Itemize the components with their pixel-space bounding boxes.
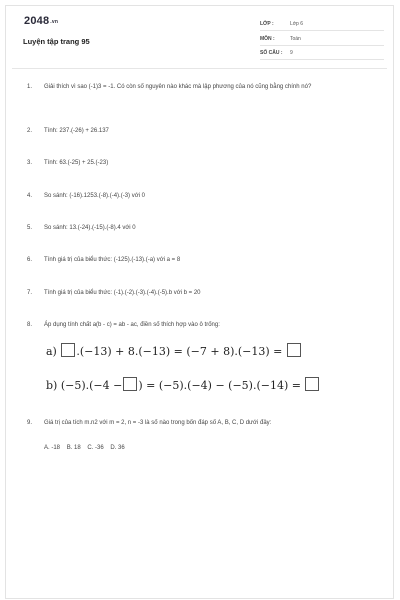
meta-count-label: SỐ CÂU : <box>260 50 283 56</box>
question-number: 8. <box>27 322 33 328</box>
logo-text: 2048 <box>24 15 50 27</box>
option-d[interactable]: D. 36 <box>110 445 125 451</box>
equation-b-start: (−5).(−4 − <box>60 379 123 392</box>
question-text: Tính giá trị của biểu thức: (-125).(-13).(-a) với a = 8 <box>44 257 181 263</box>
answer-options <box>44 445 130 451</box>
question-text: So sánh: (-16).1253.(-8).(-4).(-3) với 0 <box>44 193 145 199</box>
option-b[interactable]: B. 18 <box>66 445 81 451</box>
question-text: Tính: 63.(-25) + 25.(-23) <box>44 160 109 166</box>
question-number: 9. <box>27 420 33 426</box>
equation-b-label: b) <box>46 379 58 392</box>
header-divider <box>12 68 387 69</box>
option-a[interactable]: A. -18 <box>44 445 61 451</box>
meta-count-row <box>260 47 384 60</box>
equation-a-expression: .(−13) + 8.(−13) = (−7 + 8).(−13) = <box>76 345 283 358</box>
question-text: Áp dụng tính chất a(b - c) = ab - ac, điền số thích hợp vào ô trống: <box>44 322 220 328</box>
answer-box[interactable] <box>61 343 75 357</box>
option-c[interactable]: C. -36 <box>87 445 104 451</box>
meta-subject-row <box>260 33 384 46</box>
question-number: 6. <box>27 257 33 263</box>
equation-b-end: ) = (−5).(−4) − (−5).(−14) = <box>138 379 301 392</box>
question-number: 1. <box>27 84 33 90</box>
question-number: 2. <box>27 128 33 134</box>
meta-class-value: Lớp 6 <box>290 21 304 27</box>
question-text: So sánh: 13.(-24).(-15).(-8).4 với 0 <box>44 225 136 231</box>
meta-class-row <box>260 18 384 31</box>
question-number: 3. <box>27 160 33 166</box>
equation-a-label: a) <box>46 345 57 358</box>
question-number: 7. <box>27 290 33 296</box>
answer-box[interactable] <box>123 377 137 391</box>
answer-box[interactable] <box>305 377 319 391</box>
meta-count-value: 9 <box>290 50 293 56</box>
worksheet-page <box>5 5 394 599</box>
meta-subject-label: MÔN : <box>260 36 275 42</box>
page-title: Luyện tập trang 95 <box>23 37 90 46</box>
meta-class-label: LỚP : <box>260 21 274 27</box>
question-text: Giải thích vì sao (-1)3 = -1. Có còn số nguyên nào khác mà lập phương của nó cũng bằng chính nó? <box>44 84 312 90</box>
equation-b <box>46 377 320 392</box>
question-text: Tính: 237.(-26) + 26.137 <box>44 128 109 134</box>
question-text: Giá trị của tích m.n2 với m = 2, n = -3 là số nào trong bốn đáp số A, B, C, D dưới đây: <box>44 420 272 426</box>
question-number: 5. <box>27 225 33 231</box>
question-number: 4. <box>27 193 33 199</box>
site-logo[interactable] <box>24 15 58 27</box>
equation-a <box>46 343 302 358</box>
logo-suffix: .vn <box>50 19 59 25</box>
meta-subject-value: Toán <box>290 36 301 42</box>
answer-box[interactable] <box>287 343 301 357</box>
question-text: Tính giá trị của biểu thức: (-1).(-2).(-3).(-4).(-5).b với b = 20 <box>44 290 201 296</box>
